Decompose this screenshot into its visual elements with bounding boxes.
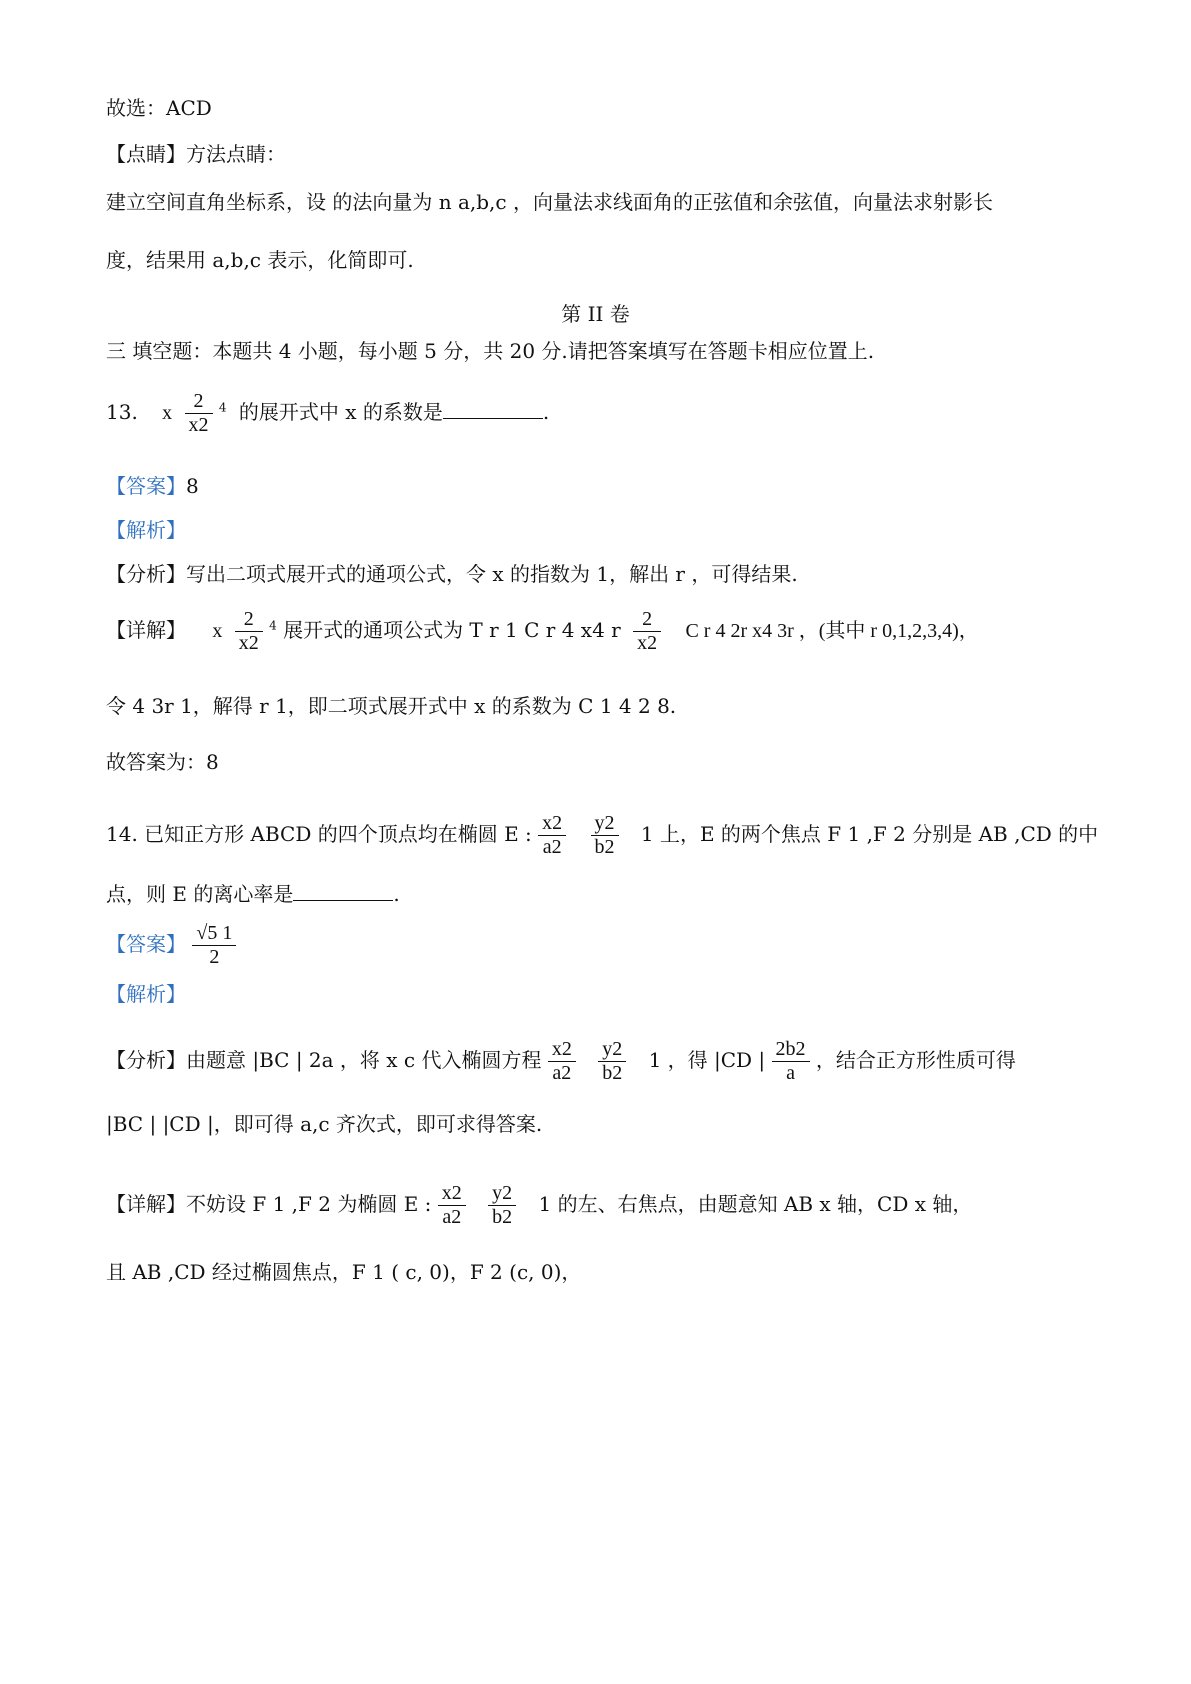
- method-line-2: 度，结果用 a,b,c 表示，化简即可.: [106, 248, 414, 272]
- fraction-denominator: a2: [552, 1062, 572, 1084]
- question-number: 13.: [106, 400, 138, 424]
- expr-x: x: [212, 620, 223, 642]
- fraction-numerator: x2: [548, 1038, 576, 1062]
- expr-x: x: [162, 402, 173, 424]
- fenxi-text: 写出二项式展开式的通项公式，令 x 的指数为 1，解出 r ，可得结果.: [186, 562, 798, 586]
- q13-analysis-label: [106, 520, 186, 540]
- hint-line: [106, 144, 286, 164]
- q14-xiangjie-line: [106, 1182, 972, 1229]
- fraction-denominator: b2: [492, 1206, 513, 1228]
- q13-fenxi-line: [106, 564, 798, 584]
- fraction-x2-a2: [548, 1038, 576, 1085]
- fraction-numerator: x2: [438, 1182, 466, 1206]
- fenxi-part-b: 1 ，得 |CD |: [648, 1048, 766, 1072]
- fraction-denominator: a2: [442, 1206, 462, 1228]
- fraction-denominator: x2: [238, 632, 259, 654]
- fraction-2b2-a: [772, 1038, 810, 1085]
- fenxi-label: 【分析】: [106, 1048, 186, 1072]
- answer-label: 【答案】: [106, 474, 186, 498]
- hint-label: 【点睛】: [106, 142, 186, 166]
- fraction-numerator: y2: [591, 812, 619, 836]
- xiangjie-part-a: 不妨设 F 1 ,F 2 为椭圆 E :: [186, 1192, 432, 1216]
- fraction-numerator: √5 1: [192, 922, 236, 946]
- stem-part-c: 点，则 E 的离心率是: [106, 882, 294, 906]
- fraction-numerator: 2: [235, 608, 263, 632]
- fraction-x2-a2: [538, 812, 566, 859]
- section-heading: 三 填空题：本题共 4 小题，每小题 5 分，共 20 分.请把答案填写在答题卡相应位置上.: [106, 339, 875, 363]
- exponent: 4: [218, 400, 227, 415]
- method-line-1: 建立空间直角坐标系，设 的法向量为 n a,b,c ，向量法求线面角的正弦值和余弦值，向量法求射影长: [106, 190, 993, 214]
- q14-fenxi-line-2: |BC | |CD |，即可得 a,c 齐次式，即可求得答案.: [106, 1112, 543, 1136]
- fraction-denominator: 2: [209, 946, 220, 968]
- fraction-x2-a2: [438, 1182, 466, 1229]
- fraction-numerator: 2: [185, 390, 213, 414]
- stem-part-a: 14. 已知正方形 ABCD 的四个顶点均在椭圆 E :: [106, 822, 532, 846]
- stem-end: .: [393, 882, 400, 906]
- fraction-denominator: a2: [542, 836, 562, 858]
- q14-analysis-label: [106, 984, 186, 1004]
- question-14-stem-2: [106, 884, 400, 904]
- q13-line-2: 令 4 3r 1，解得 r 1，即二项式展开式中 x 的系数为 C 1 4 2 8.: [106, 694, 677, 718]
- xiangjie-label: 【详解】: [106, 1192, 186, 1216]
- xiangjie-text: 展开式的通项公式为 T r 1 C r 4 x4 r: [283, 618, 621, 642]
- analysis-label: 【解析】: [106, 518, 186, 542]
- xiangjie-part-b: 1 的左、右焦点，由题意知 AB x 轴，CD x 轴，: [538, 1192, 973, 1216]
- fraction: [185, 390, 213, 437]
- question-14-stem: [106, 812, 1098, 859]
- fenxi-label: 【分析】: [106, 562, 186, 586]
- fraction-denominator: a: [786, 1062, 795, 1084]
- q14-fenxi-line: [106, 1038, 1016, 1085]
- fraction-numerator: 2b2: [772, 1038, 810, 1062]
- q13-answer-line: [106, 476, 199, 496]
- fraction-y2-b2: [591, 812, 619, 859]
- fenxi-part-a: 由题意 |BC | 2a ，将 x c 代入椭圆方程: [186, 1048, 542, 1072]
- fraction-denominator: x2: [637, 632, 658, 654]
- answer-label: 【答案】: [106, 932, 186, 956]
- analysis-label: 【解析】: [106, 982, 186, 1006]
- xiangjie-tail: C r 4 2r x4 3r ，(其中 r 0,1,2,3,4)，: [685, 620, 979, 642]
- answer-value: 8: [186, 474, 199, 498]
- fraction-numerator: 2: [633, 608, 661, 632]
- fraction: [633, 608, 661, 655]
- xiangjie-label: 【详解】: [106, 618, 186, 642]
- stem-end: .: [542, 400, 550, 424]
- q14-answer-line: [106, 922, 236, 969]
- fraction-numerator: y2: [488, 1182, 516, 1206]
- exponent: 4: [269, 618, 277, 633]
- fraction-numerator: x2: [538, 812, 566, 836]
- hint-text: 方法点睛：: [186, 142, 286, 166]
- stem-part-b: 1 上，E 的两个焦点 F 1 ,F 2 分别是 AB ,CD 的中: [640, 822, 1099, 846]
- fraction-numerator: y2: [598, 1038, 626, 1062]
- question-13-stem: [106, 390, 549, 437]
- q13-xiangjie-line: [106, 608, 979, 655]
- fraction: [235, 608, 263, 655]
- question-stem-text: 的展开式中 x 的系数是: [238, 400, 443, 424]
- fraction-y2-b2: [488, 1182, 516, 1229]
- answer-blank: [293, 884, 393, 901]
- q14-last-line: 且 AB ,CD 经过椭圆焦点，F 1 ( c, 0)，F 2 (c, 0)，: [106, 1260, 582, 1284]
- fraction-denominator: x2: [188, 414, 209, 436]
- answer-fraction: [192, 922, 236, 969]
- fenxi-part-c: ，结合正方形性质可得: [815, 1048, 1016, 1072]
- section-title: 第 II 卷: [561, 302, 630, 326]
- fraction-denominator: b2: [594, 836, 615, 858]
- answer-blank: [443, 402, 543, 419]
- fraction-y2-b2: [598, 1038, 626, 1085]
- previous-answer-choice: 故选：ACD: [106, 96, 212, 120]
- fraction-denominator: b2: [602, 1062, 623, 1084]
- q13-final-answer: 故答案为：8: [106, 750, 219, 774]
